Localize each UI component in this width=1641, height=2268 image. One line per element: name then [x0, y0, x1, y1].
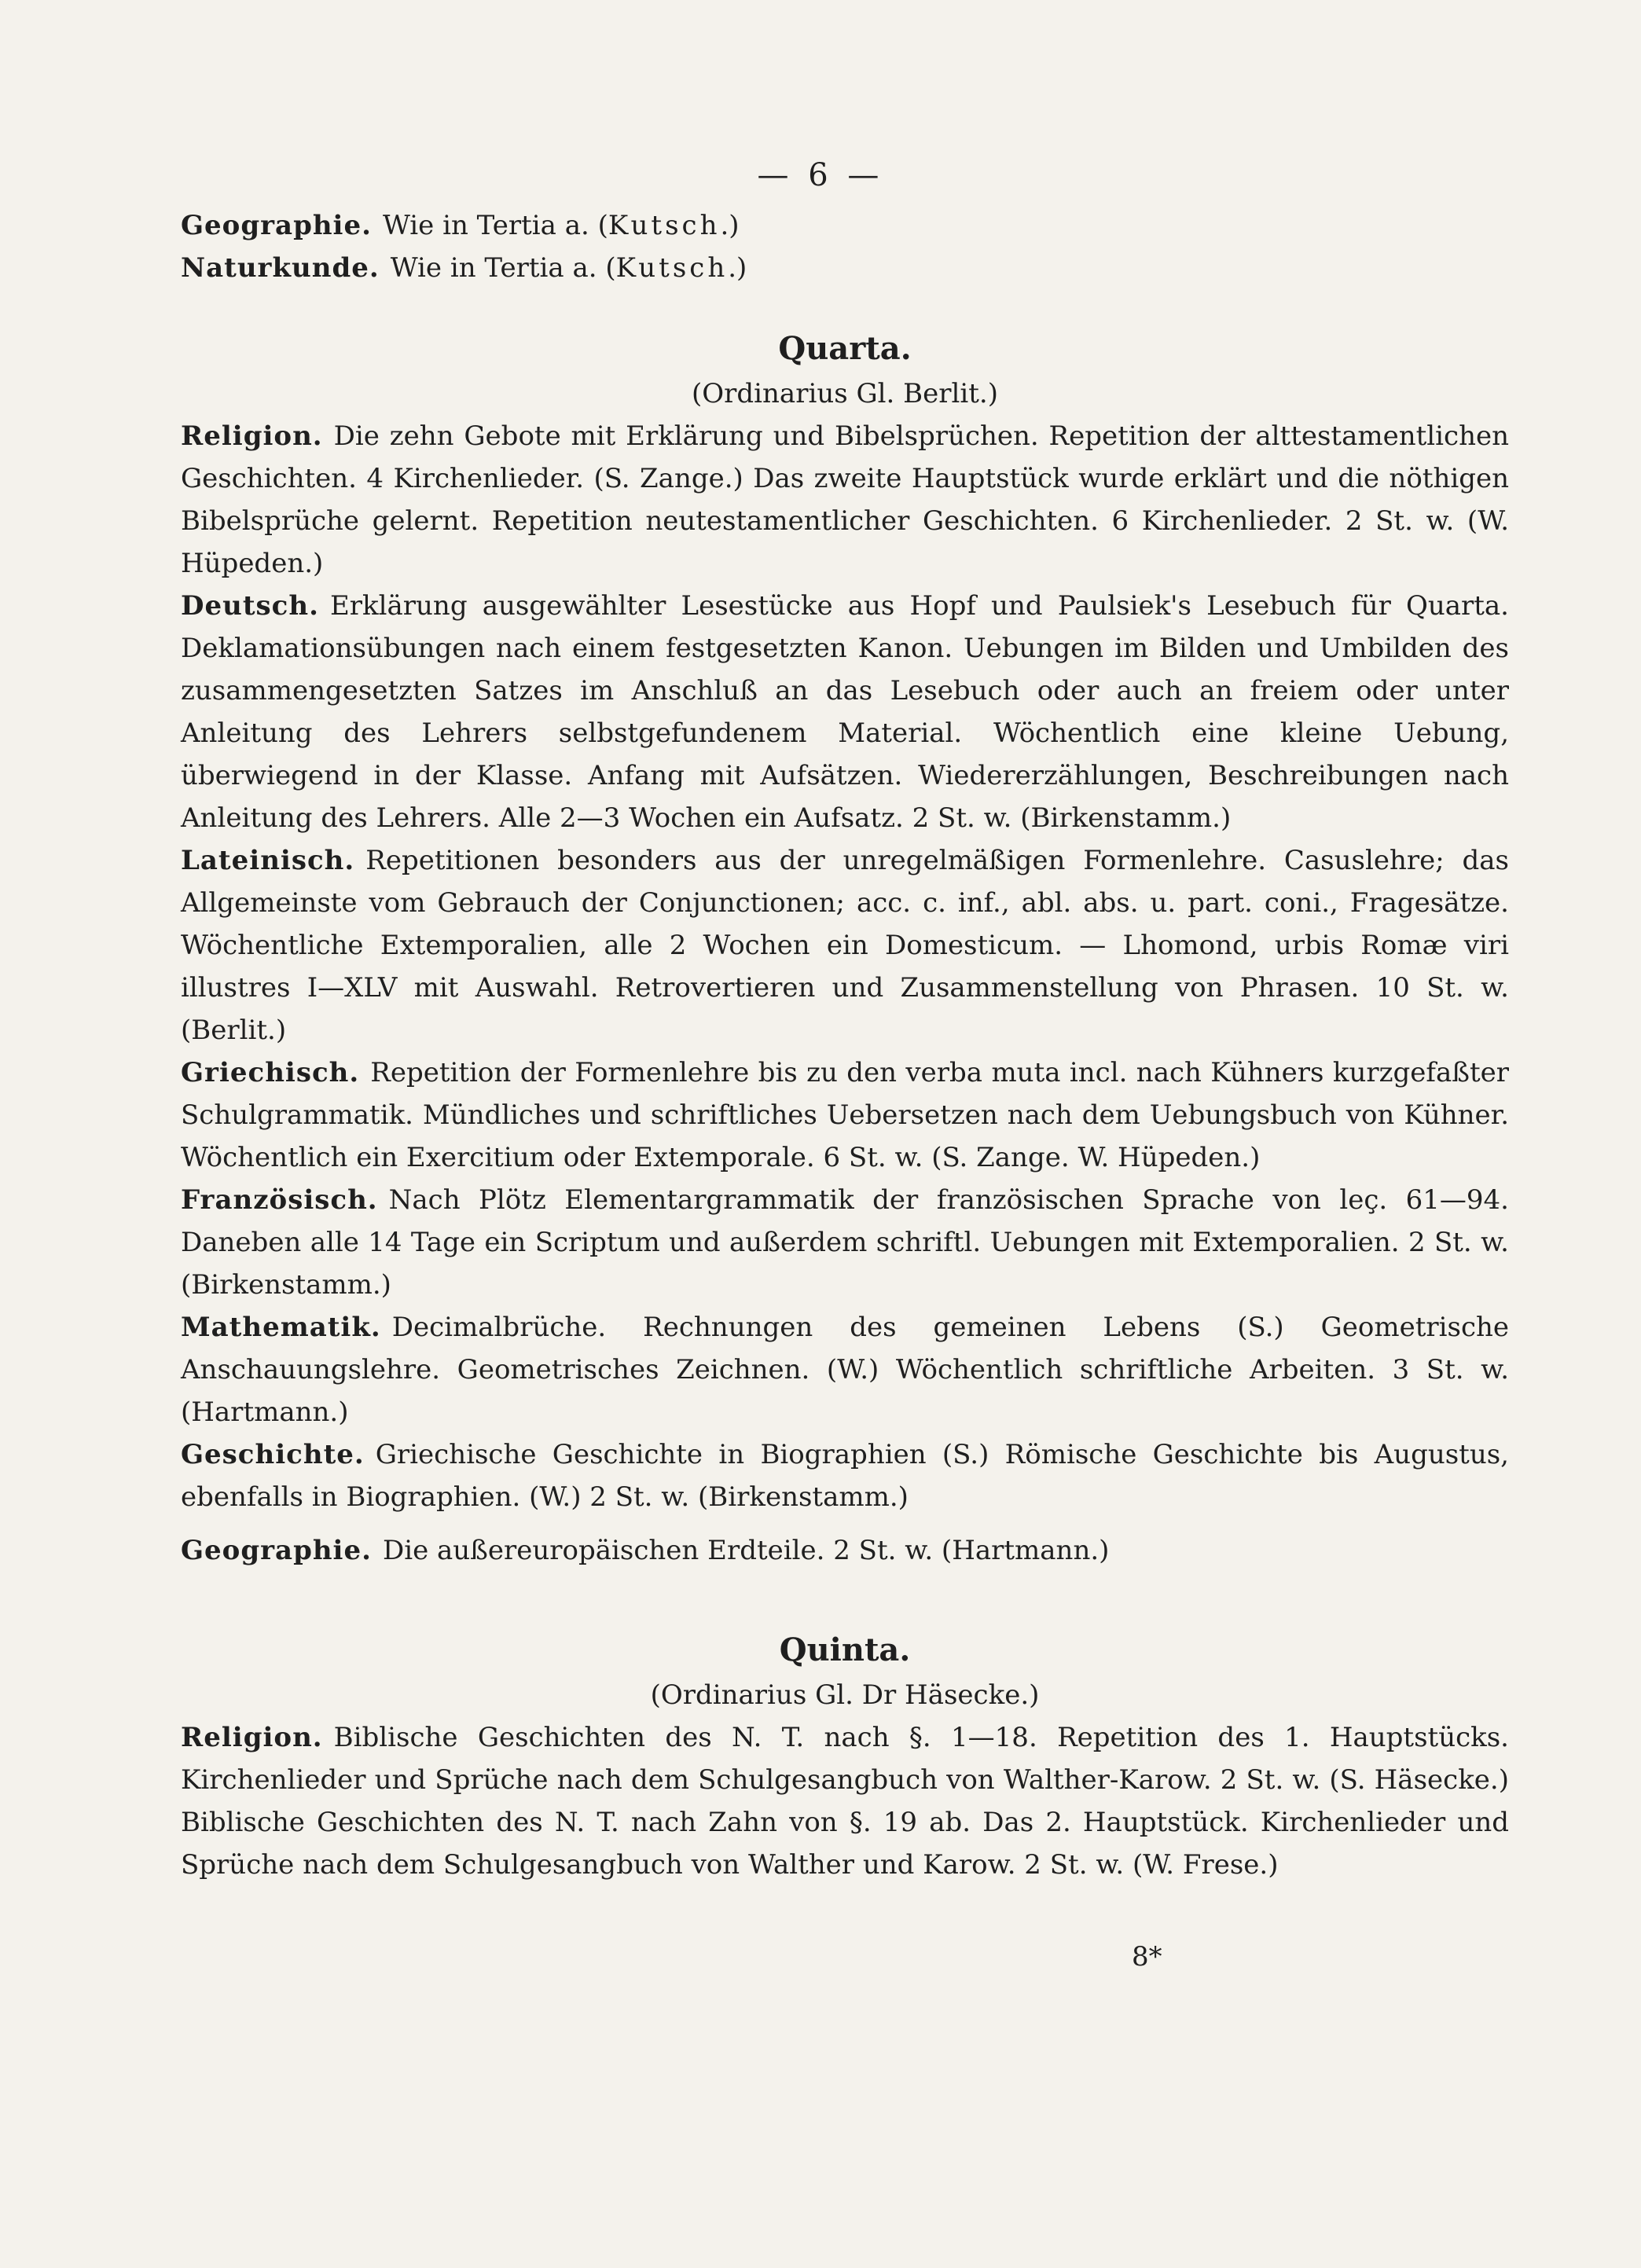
quarta-franzoesisch	[181, 1179, 1509, 1306]
text-block	[181, 204, 1509, 1886]
entry-text: Wie in Tertia a. (	[382, 210, 608, 241]
entry-text: Die außereuropäischen Erdteile. 2 St. w. (Hartmann.)	[382, 1535, 1110, 1566]
quarta-griechisch	[181, 1051, 1509, 1179]
subject-label: Griechisch.	[181, 1057, 360, 1088]
quinta-religion	[181, 1716, 1509, 1886]
quarta-geographie	[181, 1529, 1509, 1572]
entry-text: Biblische Geschichten des N. T. nach §. 1—18. Repetition des 1. Hauptstücks. Kirchenlieder und Sprüche nach dem Schulgesangbuch von Walther-Karow. 2 St. w. (S. Häsecke.) Biblische Geschichten des N. T. nach Zahn von §. 19 ab. Das 2. Hauptstück. Kirchenlieder und Sprüche nach dem Schulgesangbuch von Walther und Karow. 2 St. w. (W. Frese.)	[181, 1722, 1509, 1881]
quarta-heading: Quarta.	[778, 330, 912, 367]
subject-label: Mathematik.	[181, 1312, 381, 1343]
entry-text: Repetition der Formenlehre bis zu den verba muta incl. nach Kühners kurzgefaßter Schulgrammatik. Mündliches und schriftliches Uebersetzen nach dem Uebungsbuch von Kühner. Wöchentlich ein Exercitium oder Extemporale. 6 St. w. (S. Zange. W. Hüpeden.)	[181, 1057, 1509, 1173]
subject-label: Religion.	[181, 420, 323, 452]
quarta-mathematik	[181, 1306, 1509, 1433]
entry-text: Die zehn Gebote mit Erklärung und Bibelsprüchen. Repetition der alttestamentlichen Geschichten. 4 Kirchenlieder. (S. Zange.) Das zweite Hauptstück wurde erklärt und die nöthigen Bibelsprüche gelernt. Repetition neutestamentlicher Geschichten. 6 Kirchenlieder. 2 St. w. (W. Hüpeden.)	[181, 420, 1509, 579]
entry-text: Wie in Tertia a. (	[390, 252, 616, 284]
quinta-ordinarius: (Ordinarius Gl. Dr Häsecke.)	[650, 1679, 1040, 1711]
subject-label: Deutsch.	[181, 590, 319, 622]
quarta-deutsch	[181, 585, 1509, 839]
quarta-geschichte	[181, 1433, 1509, 1518]
teacher-name: Kutsch	[615, 252, 729, 284]
entry-tail: .)	[720, 210, 740, 241]
naturkunde-tertia-line	[181, 247, 1509, 289]
entry-text: Nach Plötz Elementargrammatik der französischen Sprache von leç. 61—94. Daneben alle 14 Tage ein Scriptum und außerdem schriftl. Uebungen mit Extemporalien. 2 St. w. (Birkenstamm.)	[181, 1184, 1509, 1301]
quarta-lateinisch	[181, 839, 1509, 1051]
subject-label: Geographie.	[181, 1535, 372, 1566]
teacher-name: Kutsch	[608, 210, 721, 241]
subject-label: Naturkunde.	[181, 252, 380, 284]
entry-tail: .)	[728, 252, 747, 284]
page-number: — 6 —	[757, 157, 884, 193]
subject-label: Geographie.	[181, 210, 372, 241]
entry-text: Repetitionen besonders aus der unregelmäßigen Formenlehre. Casuslehre; das Allgemeinste vom Gebrauch der Conjunctionen; acc. c. inf., abl. abs. u. part. coni., Fragesätze. Wöchentliche Extemporalien, alle 2 Wochen ein Domesticum. — Lhomond, urbis Romæ viri illustres I—XLV mit Auswahl. Retrovertieren und Zusammenstellung von Phrasen. 10 St. w. (Berlit.)	[181, 845, 1509, 1046]
subject-label: Religion.	[181, 1722, 323, 1753]
quinta-heading: Quinta.	[779, 1631, 911, 1668]
signature-mark: 8*	[1132, 1941, 1162, 1973]
subject-label: Geschichte.	[181, 1439, 365, 1470]
quarta-religion	[181, 415, 1509, 585]
entry-text: Griechische Geschichte in Biographien (S.) Römische Geschichte bis Augustus, ebenfalls in Biographien. (W.) 2 St. w. (Birkenstamm.)	[181, 1439, 1509, 1513]
subject-label: Lateinisch.	[181, 845, 355, 876]
entry-text: Erklärung ausgewählter Lesestücke aus Hopf und Paulsiek's Lesebuch für Quarta. Deklamationsübungen nach einem festgesetzten Kanon. Uebungen im Bilden und Umbilden des zusammengesetzten Satzes im Anschluß an das Lesebuch oder auch an freiem oder unter Anleitung des Lehrers selbstgefundenem Material. Wöchentlich eine kleine Uebung, überwiegend in der Klasse. Anfang mit Aufsätzen. Wiedererzählungen, Beschreibungen nach Anleitung des Lehrers. Alle 2—3 Wochen ein Aufsatz. 2 St. w. (Birkenstamm.)	[181, 590, 1509, 834]
subject-label: Französisch.	[181, 1184, 378, 1216]
entry-text: Decimalbrüche. Rechnungen des gemeinen Lebens (S.) Geometrische Anschauungslehre. Geometrisches Zeichnen. (W.) Wöchentlich schriftliche Arbeiten. 3 St. w. (Hartmann.)	[181, 1312, 1509, 1428]
quarta-ordinarius: (Ordinarius Gl. Berlit.)	[692, 378, 998, 409]
geographie-tertia-line	[181, 204, 1509, 247]
